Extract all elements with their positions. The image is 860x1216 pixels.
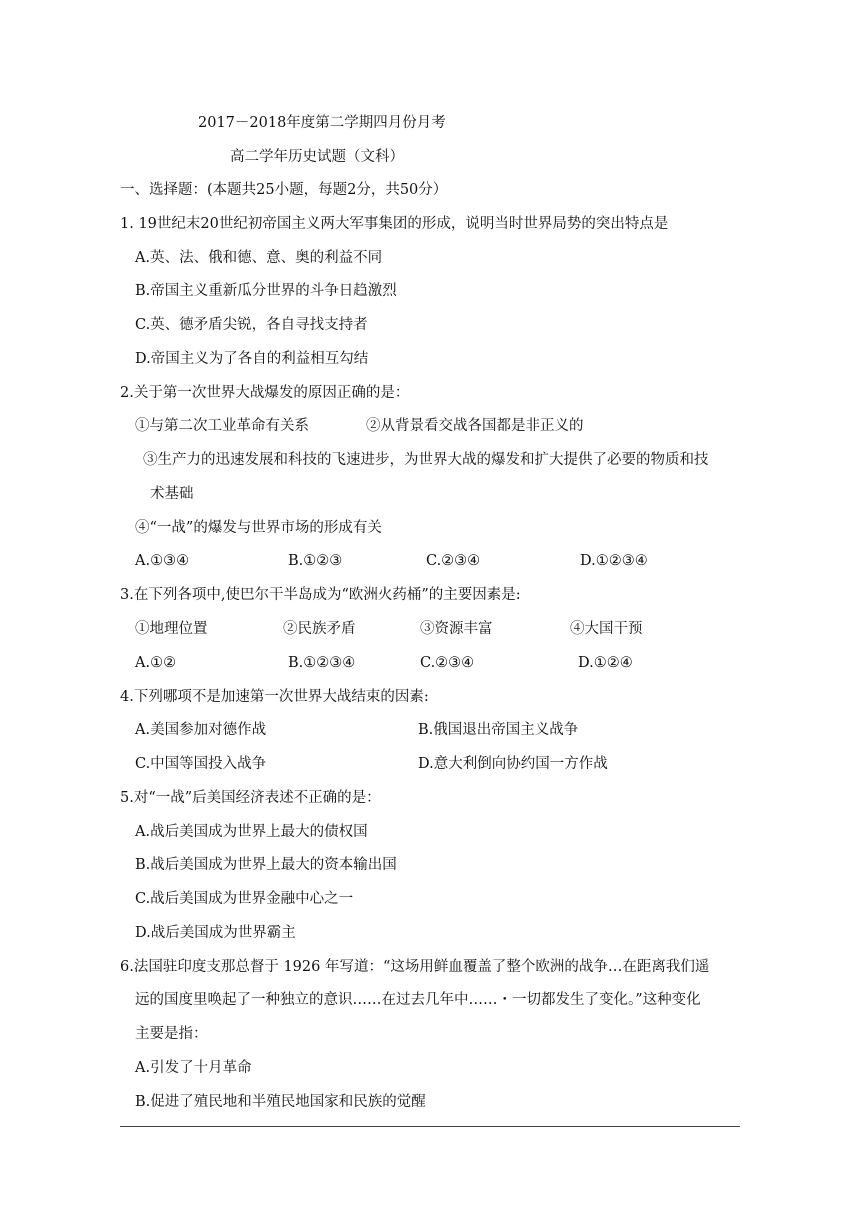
option-b: B.促进了殖民地和半殖民地国家和民族的觉醒	[135, 1094, 426, 1110]
option-c: C.中国等国投入战争	[135, 756, 267, 772]
question-stem-continuation: 主要是指：	[135, 1026, 208, 1042]
option-b: B.①②③	[288, 553, 343, 569]
option-a: A.①②	[135, 655, 177, 671]
statement-item: ④大国干预	[570, 621, 643, 637]
option-c: C.战后美国成为世界金融中心之一	[135, 891, 354, 907]
option-c: C.英、德矛盾尖锐，各自寻找支持者	[135, 317, 368, 333]
question-stem: 6.法国驻印度支那总督于 1926 年写道：“这场用鲜血覆盖了整个欧洲的战争…在距离我们遥	[120, 959, 710, 975]
option-a: A.引发了十月革命	[135, 1060, 252, 1076]
question-stem: 1. 19世纪末20世纪初帝国主义两大军事集团的形成，说明当时世界局势的突出特点是	[120, 216, 669, 232]
option-b: B.①②③④	[288, 655, 356, 671]
option-d: D.意大利倒向协约国一方作战	[418, 756, 608, 772]
statement-item: ④“一战”的爆发与世界市场的形成有关	[135, 520, 382, 536]
option-c: C.②③④	[420, 655, 475, 671]
option-b: B.帝国主义重新瓜分世界的斗争日趋激烈	[135, 283, 397, 299]
option-c: C.②③④	[426, 553, 481, 569]
statement-item-continuation: 术基础	[150, 486, 194, 502]
option-b: B.战后美国成为世界上最大的资本输出国	[135, 857, 397, 873]
statement-item: ②民族矛盾	[283, 621, 356, 637]
statement-item: ①地理位置	[135, 621, 208, 637]
option-d: D.战后美国成为世界霸主	[135, 925, 296, 941]
statement-item: ①与第二次工业革命有关系	[135, 418, 309, 434]
exam-subtitle: 高二学年历史试题（文科）	[230, 149, 404, 165]
section-heading: 一、选择题：(本题共25小题，每题2分，共50分）	[120, 182, 448, 198]
statement-item: ③资源丰富	[420, 621, 493, 637]
option-a: A.战后美国成为世界上最大的债权国	[135, 824, 368, 840]
option-a: A.①③④	[135, 553, 190, 569]
option-a: A.英、法、俄和德、意、奥的利益不同	[135, 250, 383, 266]
question-stem-continuation: 远的国度里唤起了一种独立的意识……在过去几年中……・一切都发生了变化。”这种变化	[135, 992, 701, 1008]
option-b: B.俄国退出帝国主义战争	[418, 722, 579, 738]
statement-item: ③生产力的迅速发展和科技的飞速进步，为世界大战的爆发和扩大提供了必要的物质和技	[143, 452, 709, 468]
exam-title: 2017－2018年度第二学期四月份月考	[198, 115, 446, 131]
option-a: A.美国参加对德作战	[135, 722, 267, 738]
question-stem: 5.对“一战”后美国经济表述不正确的是：	[120, 790, 381, 806]
question-stem: 4.下列哪项不是加速第一次世界大战结束的因素:	[120, 689, 429, 705]
option-d: D.帝国主义为了各自的利益相互勾结	[135, 351, 369, 367]
question-stem: 2.关于第一次世界大战爆发的原因正确的是：	[120, 385, 410, 401]
option-d: D.①②④	[578, 655, 633, 671]
question-stem: 3.在下列各项中,使巴尔干半岛成为“欧洲火药桶”的主要因素是:	[120, 587, 521, 603]
option-d: D.①②③④	[580, 553, 648, 569]
footer-divider	[120, 1126, 740, 1127]
statement-item: ②从背景看交战各国都是非正义的	[366, 418, 584, 434]
